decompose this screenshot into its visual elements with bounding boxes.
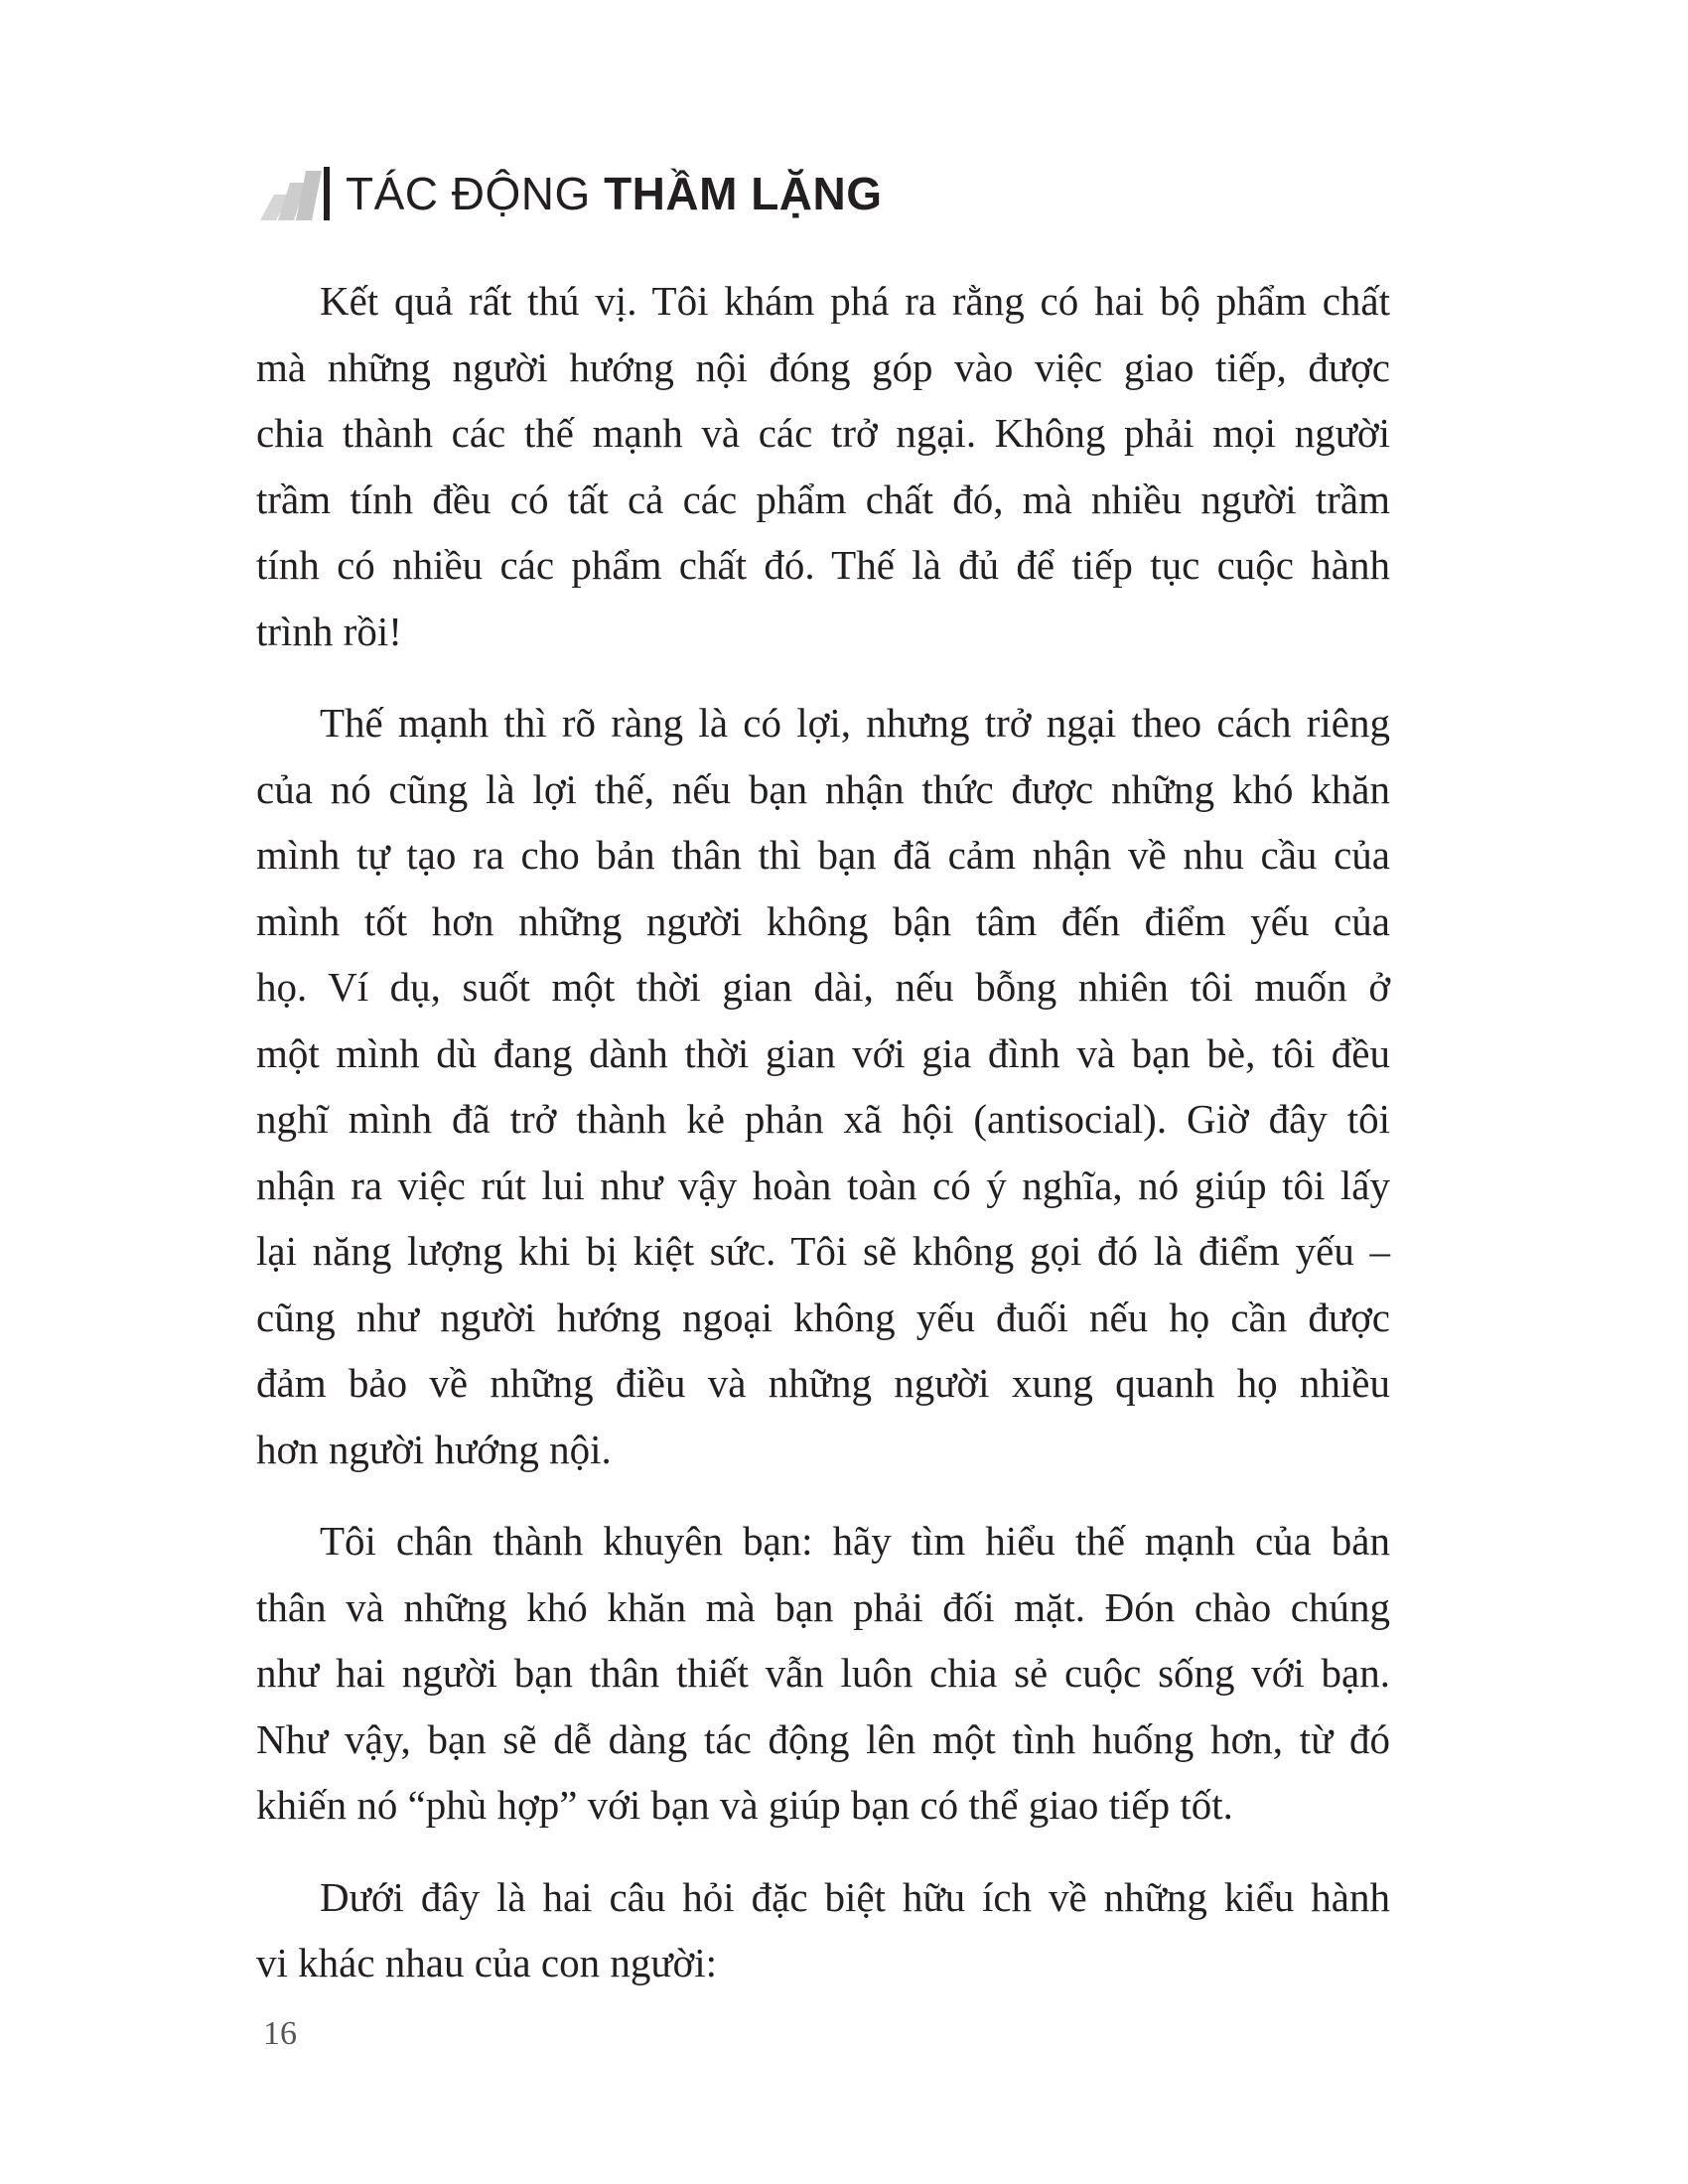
- text-line: trầm tính đều có tất cả các phẩm chất đó, mà nhiều người trầm: [256, 476, 1390, 522]
- chapter-title-regular: TÁC ĐỘNG: [346, 168, 605, 219]
- text-line: chia thành các thế mạnh và các trở ngại. Không phải mọi người: [256, 410, 1390, 456]
- text-line: mình tự tạo ra cho bản thân thì bạn đã cảm nhận về nhu cầu của: [256, 832, 1390, 878]
- text-line: Dưới đây là hai câu hỏi đặc biệt hữu ích về những kiểu hành: [320, 1873, 1390, 1920]
- text-line: nghĩ mình đã trở thành kẻ phản xã hội (antisocial). Giờ đây tôi: [256, 1096, 1390, 1142]
- text-line: họ. Ví dụ, suốt một thời gian dài, nếu bỗng nhiên tôi muốn ở: [256, 964, 1390, 1010]
- text-line: của nó cũng là lợi thế, nếu bạn nhận thức được những khó khăn: [256, 765, 1390, 812]
- text-line: một mình dù đang dành thời gian với gia đình và bạn bè, tôi đều: [256, 1029, 1390, 1076]
- text-line: trình rồi!: [256, 608, 402, 654]
- text-line: như hai người bạn thân thiết vẫn luôn chia sẻ cuộc sống với bạn.: [256, 1650, 1390, 1696]
- text-line: đảm bảo về những điều và những người xung quanh họ nhiều: [256, 1360, 1390, 1406]
- paragraph: [256, 268, 1390, 664]
- text-line: Thế mạnh thì rõ ràng là có lợi, nhưng trở ngại theo cách riêng: [320, 700, 1390, 746]
- paragraph: [256, 1508, 1390, 1839]
- text-line: hơn người hướng nội.: [256, 1426, 612, 1472]
- text-line: vi khác nhau của con người:: [256, 1940, 718, 1985]
- text-line: Kết quả rất thú vị. Tôi khám phá ra rằng có hai bộ phẩm chất: [320, 278, 1390, 324]
- body-text: [256, 268, 1390, 2022]
- chapter-title: [346, 167, 883, 220]
- text-line: khiến nó “phù hợp” với bạn và giúp bạn có thể giao tiếp tốt.: [256, 1782, 1233, 1828]
- text-line: mình tốt hơn những người không bận tâm đến điểm yếu của: [256, 897, 1390, 944]
- text-line: Tôi chân thành khuyên bạn: hãy tìm hiểu thế mạnh của bản: [320, 1518, 1390, 1564]
- text-line: nhận ra việc rút lui như vậy hoàn toàn có ý nghĩa, nó giúp tôi lấy: [256, 1161, 1390, 1208]
- text-line: lại năng lượng khi bị kiệt sức. Tôi sẽ không gọi đó là điểm yếu –: [256, 1228, 1390, 1274]
- chapter-title-bold: THẦM LẶNG: [604, 168, 883, 219]
- text-line: Như vậy, bạn sẽ dễ dàng tác động lên một tình huống hơn, từ đó: [256, 1715, 1390, 1762]
- text-line: mà những người hướng nội đóng góp vào việc giao tiếp, được: [256, 343, 1390, 390]
- text-line: cũng như người hướng ngoại không yếu đuối nếu họ cần được: [256, 1294, 1390, 1340]
- text-line: thân và những khó khăn mà bạn phải đối mặt. Đón chào chúng: [256, 1583, 1390, 1630]
- text-line: tính có nhiều các phẩm chất đó. Thế là đủ để tiếp tục cuộc hành: [256, 542, 1390, 588]
- chapter-header: [256, 159, 883, 228]
- paragraph: [256, 690, 1390, 1482]
- paragraph: [256, 1864, 1390, 1996]
- book-pages-icon: [256, 165, 336, 222]
- page-number: 16: [263, 2015, 297, 2052]
